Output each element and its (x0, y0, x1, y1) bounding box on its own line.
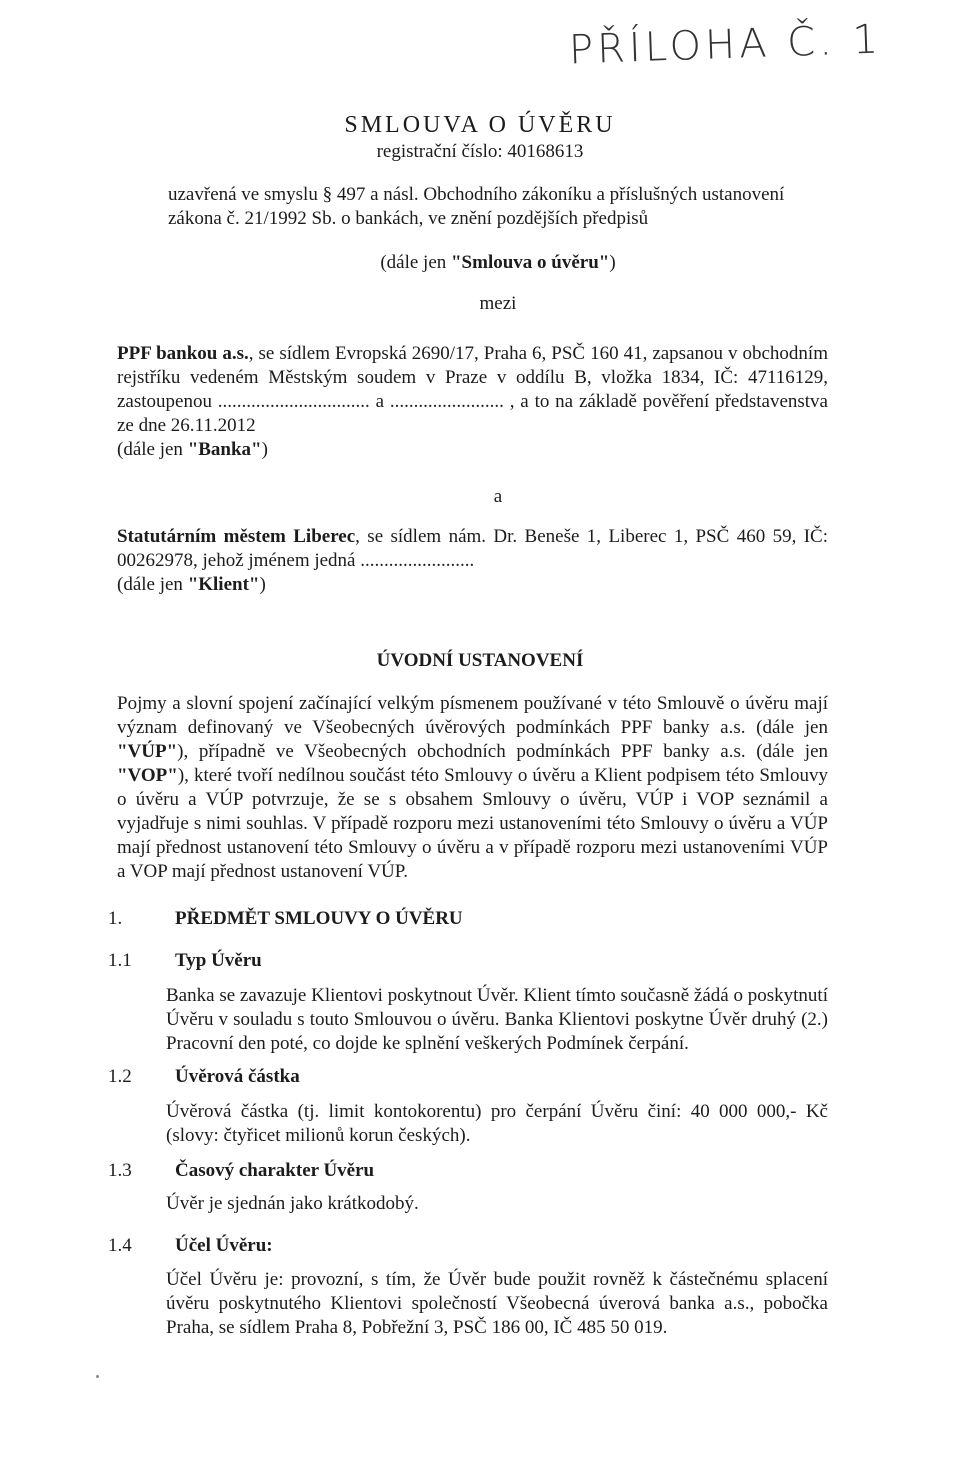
uvodni-part3: ), které tvoří nedílnou součást této Smlouvy o úvěru a Klient podpisem této Smlouvy o úvěru a VÚP potvrzuje, že se s obsahem Smlouvy o úvěru, VÚP i VOP seznámil a vyjadřuje s nimi souhlas. V případě rozporu mezi ustanoveními této Smlouvy o úvěru a VÚP mají přednost ustanovení této Smlouvy o úvěru a v případě rozporu mezi ustanoveními VÚP a VOP mají přednost ustanovení VÚP. (117, 765, 828, 882)
client-alias-prefix: (dále jen (117, 574, 188, 595)
section1-3-title: Časový charakter Úvěru (175, 1160, 375, 1181)
alias-name: "Smlouva o úvěru" (451, 252, 610, 273)
bank-details: , se sídlem Evropská 2690/17, Praha 6, PSČ 160 41, zapsanou v obchodním rejstříku vedeném Městským soudem v Praze v oddílu B, vložka 1834, IČ: 47116129, zastoupenou ................................ a ........................ , a to na základě pověření představenstva ze dne 26.11.2012 (117, 343, 828, 436)
bank-alias-prefix: (dále jen (117, 439, 188, 460)
section1-2-title: Úvěrová částka (175, 1066, 300, 1087)
mezi-label: mezi (479, 293, 517, 314)
introductory-provisions-heading: ÚVODNÍ USTANOVENÍ (376, 650, 584, 671)
bank-party-paragraph (117, 342, 828, 462)
handwritten-annex-label: PŘÍLOHA Č. 1 (568, 16, 883, 74)
alias-prefix: (dále jen (380, 252, 451, 273)
section1-1-number: 1.1 (108, 950, 132, 971)
section1-2-text: Úvěrová částka (tj. limit kontokorentu) pro čerpání Úvěru činí: 40 000 000,- Kč (slovy: čtyřicet milionů korun českých). (166, 1101, 828, 1146)
section1-4-text: Účel Úvěru je: provozní, s tím, že Úvěr bude použit rovněž k částečnému splacení úvěru poskytnutého Klientovi společností Všeobecná úverová banka a.s., pobočka Praha, se sídlem Praha 8, Pobřežní 3, PSČ 186 00, IČ 485 50 019. (166, 1269, 828, 1338)
section1-4-number: 1.4 (108, 1235, 132, 1256)
section1-title: PŘEDMĚT SMLOUVY O ÚVĚRU (175, 908, 463, 929)
contract-alias (168, 252, 828, 274)
section1-3-number: 1.3 (108, 1160, 132, 1181)
bank-name: PPF bankou a.s. (117, 343, 249, 364)
section1-3-text: Úvěr je sjednán jako krátkodobý. (166, 1193, 419, 1214)
registration-number: registrační číslo: 40168613 (376, 141, 584, 162)
document-title: SMLOUVA O ÚVĚRU (344, 112, 616, 138)
client-details: , se sídlem nám. Dr. Beneše 1, Liberec 1, PSČ 460 59, IČ: 00262978, jehož jménem jedná ........................ (117, 526, 828, 571)
vop-term: "VOP" (117, 765, 178, 786)
alias-suffix: ) (609, 252, 616, 273)
vup-term: "VÚP" (117, 741, 178, 762)
section1-2-number: 1.2 (108, 1066, 132, 1087)
bank-alias (117, 438, 828, 462)
bank-alias-suffix: ) (261, 439, 268, 460)
section1-1-title: Typ Úvěru (175, 950, 262, 971)
client-party-paragraph (117, 525, 828, 597)
section1-number: 1. (108, 908, 123, 929)
introductory-provisions-paragraph (117, 692, 828, 884)
client-alias-name: "Klient" (187, 574, 260, 595)
uvodni-part1: Pojmy a slovní spojení začínající velkým písmenem používané v této Smlouvě o úvěru mají význam definovaný ve Všeobecných úvěrových podmínkách PPF banky a.s. (dále jen (117, 693, 828, 738)
client-alias-suffix: ) (259, 574, 266, 595)
intro-paragraph: uzavřená ve smyslu § 497 a násl. Obchodního zákoníku a příslušných ustanovení zákona č. 21/1992 Sb. o bankách, ve znění pozdějších předpisů (168, 184, 785, 229)
uvodni-part2: ), případně ve Všeobecných obchodních podmínkách PPF banky a.s. (dále jen (177, 741, 828, 762)
client-alias (117, 573, 828, 597)
and-label: a (493, 486, 503, 507)
bank-alias-name: "Banka" (187, 439, 262, 460)
client-name: Statutárním městem Liberec (117, 526, 356, 547)
scan-speck (96, 1375, 99, 1378)
section1-1-text: Banka se zavazuje Klientovi poskytnout Úvěr. Klient tímto současně žádá o poskytnutí Úvěru v souladu s touto Smlouvou o úvěru. Banka Klientovi poskytne Úvěr druhý (2.) Pracovní den poté, co dojde ke splnění veškerých Podmínek čerpání. (166, 985, 828, 1054)
document-title-block (0, 112, 960, 163)
section1-4-title: Účel Úvěru: (175, 1235, 273, 1256)
